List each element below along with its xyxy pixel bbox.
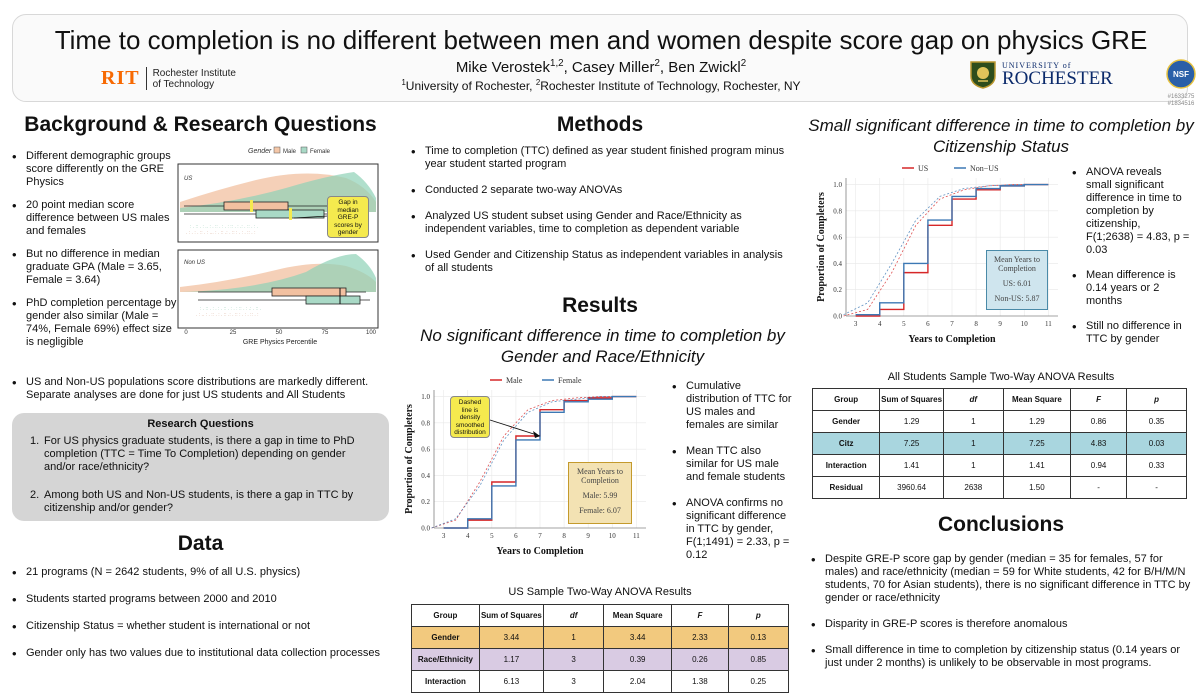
data-bullet: • Gender only has two values due to institutional data collection processes	[12, 647, 392, 660]
table-cell: Interaction	[412, 671, 480, 693]
nsf-text: NSF	[1173, 70, 1189, 79]
authors: Mike Verostek$^{1,2}$, Casey Miller$^2$, Ben Zwickl$^2$	[455, 58, 747, 76]
table-header-cell: Group	[813, 389, 880, 411]
citz-bullet: • Mean difference is 0.14 years or 2 months	[1072, 269, 1190, 308]
legend-label: Male	[506, 376, 523, 385]
table-cell: 6.13	[479, 671, 543, 693]
us-jitter-points	[186, 224, 258, 236]
mean-box-title: Mean Years to Completion	[577, 467, 623, 485]
results-bullet: • Mean TTC also similar for US male and female students	[672, 445, 794, 484]
x-tick-label: 6	[926, 320, 930, 328]
all-table-title: All Students Sample Two-Way ANOVA Results	[887, 371, 1115, 383]
y-tick-label: 0.6	[833, 233, 842, 242]
us-table-title: US Sample Two-Way ANOVA Results	[508, 586, 692, 598]
x-axis-title: Years to Completion	[908, 334, 996, 345]
y-tick-label: 0.6	[421, 445, 430, 454]
table-header-row	[412, 605, 789, 627]
table-header-cell: p	[1127, 389, 1187, 411]
x-axis-title: Years to Completion	[496, 546, 584, 557]
y-tick-label: 0.4	[421, 471, 430, 480]
rochester-seal-icon	[968, 59, 998, 89]
table-cell: 0.03	[1127, 433, 1187, 455]
nsf-grant-1: #1633275	[1167, 94, 1195, 100]
x-tick-label: 7	[538, 532, 542, 540]
gre-distribution-figure	[176, 142, 386, 348]
rq-item-1	[30, 435, 375, 474]
table-cell: 3.44	[604, 627, 672, 649]
x-tick-label: 8	[562, 532, 566, 540]
rit-mark: RIT	[101, 67, 147, 90]
population-bullet	[12, 376, 389, 402]
table-cell: 1	[543, 627, 603, 649]
table-header-cell: Sum of Squares	[880, 389, 944, 411]
table-header-cell: p	[728, 605, 788, 627]
rit-logo	[101, 67, 236, 90]
rit-name-line2: of Technology	[152, 78, 215, 90]
svg-text:. : . : . :: . : ... : . :: .:: . : . : . :: . : ... : . :: .: . :: : . : . :: . :	[186, 230, 256, 236]
background-bullets	[12, 150, 177, 349]
rit-name-line1: Rochester Institute	[152, 67, 236, 79]
y-tick-label: 0.2	[421, 498, 430, 507]
table-cell: 0.26	[672, 649, 729, 671]
x-tick-label: 5	[902, 320, 906, 328]
results-title: Results	[562, 294, 638, 317]
table-cell: 1	[943, 455, 1003, 477]
table-cell: 1	[943, 411, 1003, 433]
x-tick-label: 3	[853, 320, 858, 328]
table-cell: 7.25	[1003, 433, 1070, 455]
table-cell: Residual	[813, 477, 880, 499]
data-bullet: • Citizenship Status = whether student is international or not	[12, 620, 392, 633]
svg-text:50: 50	[275, 330, 283, 336]
results-subtitle: No significant difference in time to completion by Gender and Race/Ethnicity	[420, 326, 785, 366]
methods-bullets	[411, 145, 791, 275]
table-header-cell: F	[672, 605, 729, 627]
conclusions-title: Conclusions	[937, 513, 1064, 536]
x-tick-label: 10	[1020, 320, 1028, 328]
table-header-cell: df	[943, 389, 1003, 411]
table-header-cell: Mean Square	[1003, 389, 1070, 411]
y-axis-title: Proportion of Completers	[816, 192, 827, 302]
rq-item-2	[30, 489, 375, 515]
table-cell: Gender	[412, 627, 480, 649]
y-tick-label: 0.4	[833, 259, 842, 268]
poster-title: Time to completion is no different between men and women despite score gap on physics GRE	[54, 25, 1148, 55]
nsf-globe-icon	[1166, 59, 1196, 89]
mean-box-title: Mean Years to Completion	[994, 255, 1040, 273]
results-bullet: • Cumulative distribution of TTC for US males and females are similar	[672, 380, 794, 432]
table-cell: 0.25	[728, 671, 788, 693]
y-tick-label: 0.8	[833, 207, 842, 216]
svg-text:: . :: . : .. : . :: . : . : :: : . :: . : .. : . :: . : . : :: . : .: . :: . : .	[190, 224, 259, 230]
table-cell: Gender	[813, 411, 880, 433]
svg-text:100: 100	[365, 330, 377, 336]
table-cell: 0.86	[1071, 411, 1127, 433]
y-axis-title: Proportion of Completers	[404, 404, 415, 514]
gre-xlabel: GRE Physics Percentile	[242, 339, 318, 346]
data-bullet: • Students started programs between 2000 and 2010	[12, 593, 392, 606]
dashed-line-note: Dashed line is density smoothed distribution	[450, 396, 490, 438]
legend-female-swatch	[301, 147, 307, 153]
bg-wide-bullet: • US and Non-US populations score distributions are markedly different. Separate analyses are done for just US students and All Students	[12, 376, 389, 402]
all-anova-table	[812, 388, 1187, 499]
nsf-grant-2: #1834516	[1167, 101, 1195, 107]
bg-bullet: • But no difference in median graduate GPA (Male = 3.65, Female = 3.64)	[12, 248, 177, 287]
table-cell: 1.41	[880, 455, 944, 477]
table-header-cell: df	[543, 605, 603, 627]
table-header-cell: Mean Square	[604, 605, 672, 627]
rq-text: Among both US and Non-US students, is there a gap in TTC by citizenship and/or gender?	[44, 489, 354, 514]
table-cell: 0.35	[1127, 411, 1187, 433]
bg-bullet: • PhD completion percentage by gender also similar (Male = 74%, Female 69%) effect size is negligible	[12, 297, 177, 349]
affiliation: $^1$University of Rochester, $^2$Rochester Institute of Technology, Rochester, NY	[401, 78, 801, 93]
table-cell: 1	[943, 433, 1003, 455]
svg-text:0: 0	[184, 330, 188, 336]
data-bullet: • 21 programs (N = 2642 students, 9% of all U.S. physics)	[12, 566, 392, 579]
x-tick-label: 9	[586, 532, 590, 540]
x-tick-label: 4	[877, 320, 882, 328]
table-cell: Citz	[813, 433, 880, 455]
x-tick-label: 3	[441, 532, 446, 540]
conclusion-bullet: • Disparity in GRE-P scores is therefore anomalous	[811, 618, 1191, 631]
x-tick-label: 5	[490, 532, 494, 540]
rochester-logo	[968, 59, 1113, 89]
table-cell: -	[1071, 477, 1127, 499]
table-cell: 1.41	[1003, 455, 1070, 477]
table-cell: 3.44	[479, 627, 543, 649]
background-title: Background & Research Questions	[24, 113, 377, 136]
nonus-box-male	[272, 288, 346, 296]
table-header-row	[813, 389, 1187, 411]
rq-num: 1.	[30, 435, 40, 447]
table-cell: 7.25	[880, 433, 944, 455]
nonus-jitter-points	[196, 306, 261, 318]
x-tick-label: 11	[1044, 320, 1052, 328]
table-header-cell: Sum of Squares	[479, 605, 543, 627]
citizenship-bullets	[1072, 166, 1190, 346]
rq-num: 2.	[30, 489, 40, 501]
table-cell: Interaction	[813, 455, 880, 477]
conclusions-bullets	[811, 553, 1191, 670]
table-row	[412, 627, 789, 649]
research-questions-box	[12, 413, 389, 521]
mean-male: Male: 5.99	[582, 491, 618, 500]
svg-text:75: 75	[321, 330, 329, 336]
table-cell: 4.83	[1071, 433, 1127, 455]
us-mean-box	[568, 462, 632, 524]
svg-text:: . :: . : . : . :: . : . : ::: : . :: . : . : . :: . : . : :: . : .: . :: .	[200, 306, 262, 312]
methods-bullet: • Analyzed US student subset using Gender and Race/Ethnicity as independent variables, time to completion as dependent variable	[411, 210, 791, 236]
y-tick-label: 0.0	[421, 524, 430, 533]
us-median-male-mark	[289, 208, 292, 220]
methods-bullet: • Used Gender and Citizenship Status as independent variables in analysis of all students	[411, 249, 791, 275]
y-tick-label: 0.0	[833, 312, 842, 321]
results-bullets	[672, 380, 794, 562]
table-row	[813, 411, 1187, 433]
fig-legend-female: Female	[310, 149, 331, 155]
rochester-big: ROCHESTER	[1002, 67, 1113, 89]
svg-text:25: 25	[229, 330, 237, 336]
table-cell: 3	[543, 649, 603, 671]
gre-gap-note: Gap in median GRE-P scores by gender	[327, 196, 369, 238]
us-median-female-mark	[250, 200, 253, 212]
table-row	[412, 671, 789, 693]
table-cell: 3960.64	[880, 477, 944, 499]
mean-nonus: Non-US: 5.87	[994, 294, 1040, 303]
table-cell: Race/Ethnicity	[412, 649, 480, 671]
table-cell: 0.94	[1071, 455, 1127, 477]
legend-label: US	[918, 164, 929, 173]
us-anova-table	[411, 604, 789, 693]
svg-text:. : .. : . :: . : . :: .: . ::: . : .. : . :: . : . :: .: . :: : . : . :: . :	[196, 312, 259, 318]
table-cell: 3	[543, 671, 603, 693]
rit-name	[147, 68, 236, 90]
y-tick-label: 1.0	[833, 181, 842, 190]
table-header-cell: F	[1071, 389, 1127, 411]
methods-bullet: • Time to completion (TTC) defined as year student finished program minus year student started program	[411, 145, 791, 171]
nonus-box-female	[306, 296, 360, 304]
rochester-small: UNIVERSITY of	[1002, 60, 1072, 70]
table-cell: 1.29	[880, 411, 944, 433]
methods-title: Methods	[556, 113, 644, 136]
bg-bullet: • Different demographic groups score differently on the GRE Physics	[12, 150, 177, 189]
table-cell: 1.17	[479, 649, 543, 671]
y-tick-label: 1.0	[421, 393, 430, 402]
legend-label: Female	[558, 376, 582, 385]
citz-bullet: • Still no difference in TTC by gender	[1072, 320, 1190, 346]
table-cell: 1.38	[672, 671, 729, 693]
x-tick-label: 11	[632, 532, 640, 540]
table-row	[813, 433, 1187, 455]
results-bullet: • ANOVA confirms no significant difference in TTC by gender, F(1;1491) = 2.33, p = 0.12	[672, 497, 794, 562]
conclusion-bullet: • Small difference in time to completion by citizenship status (0.14 years or just under 2 months) is unlikely to be observable in most programs.	[811, 644, 1191, 670]
rq-text: For US physics graduate students, is there a gap in time to PhD completion (TTC = Time To Completion) depending on gender and/or race/ethnicity?	[44, 435, 355, 473]
fig-legend-male: Male	[283, 149, 297, 155]
us-box-male	[224, 202, 288, 210]
fig-legend-title: Gender	[248, 148, 272, 155]
y-tick-label: 0.2	[833, 286, 842, 295]
y-tick-label: 0.8	[421, 419, 430, 428]
table-cell: -	[1127, 477, 1187, 499]
table-cell: 1.29	[1003, 411, 1070, 433]
table-row	[813, 455, 1187, 477]
table-cell: 1.50	[1003, 477, 1070, 499]
table-cell: 0.85	[728, 649, 788, 671]
table-cell: 2.04	[604, 671, 672, 693]
conclusion-bullet: • Despite GRE-P score gap by gender (median = 35 for females, 57 for males) and race/ethnicity (median = 59 for White students, 42 for B/H/M/N students, 70 for Asian students), there is no significant difference in TTC by gender or race/ethnicity	[811, 553, 1191, 605]
bg-bullet: • 20 point median score difference between US males and females	[12, 199, 177, 238]
nsf-logo	[1163, 59, 1199, 108]
methods-bullet: • Conducted 2 separate two-way ANOVAs	[411, 184, 791, 197]
legend-label: Non−US	[970, 164, 999, 173]
x-tick-label: 10	[608, 532, 616, 540]
x-tick-label: 4	[465, 532, 470, 540]
panel-us-label: US	[184, 176, 193, 182]
citz-mean-box	[986, 250, 1048, 310]
x-tick-label: 6	[514, 532, 518, 540]
mean-female: Female: 6.07	[579, 506, 621, 515]
gre-x-axis	[184, 330, 376, 336]
poster-header	[12, 14, 1195, 107]
citz-bullet: • ANOVA reveals small significant difference in time to completion by citizenship, F(1;2638) = 4.83, p = 0.03	[1072, 166, 1190, 257]
table-cell: 0.39	[604, 649, 672, 671]
panel-nonus-label: Non US	[184, 260, 206, 266]
mean-us: US: 6.01	[1002, 279, 1032, 288]
x-tick-label: 8	[974, 320, 978, 328]
table-cell: 2.33	[672, 627, 729, 649]
legend-male-swatch	[274, 147, 280, 153]
data-title: Data	[177, 532, 224, 555]
x-tick-label: 7	[950, 320, 954, 328]
table-row	[412, 649, 789, 671]
table-header-cell: Group	[412, 605, 480, 627]
rq-title: Research Questions	[147, 418, 254, 430]
x-tick-label: 9	[998, 320, 1002, 328]
table-cell: 0.33	[1127, 455, 1187, 477]
data-bullets	[12, 566, 392, 660]
table-row	[813, 477, 1187, 499]
table-cell: 0.13	[728, 627, 788, 649]
table-cell: 2638	[943, 477, 1003, 499]
citizenship-subtitle: Small significant difference in time to completion by Citizenship Status	[808, 116, 1194, 156]
